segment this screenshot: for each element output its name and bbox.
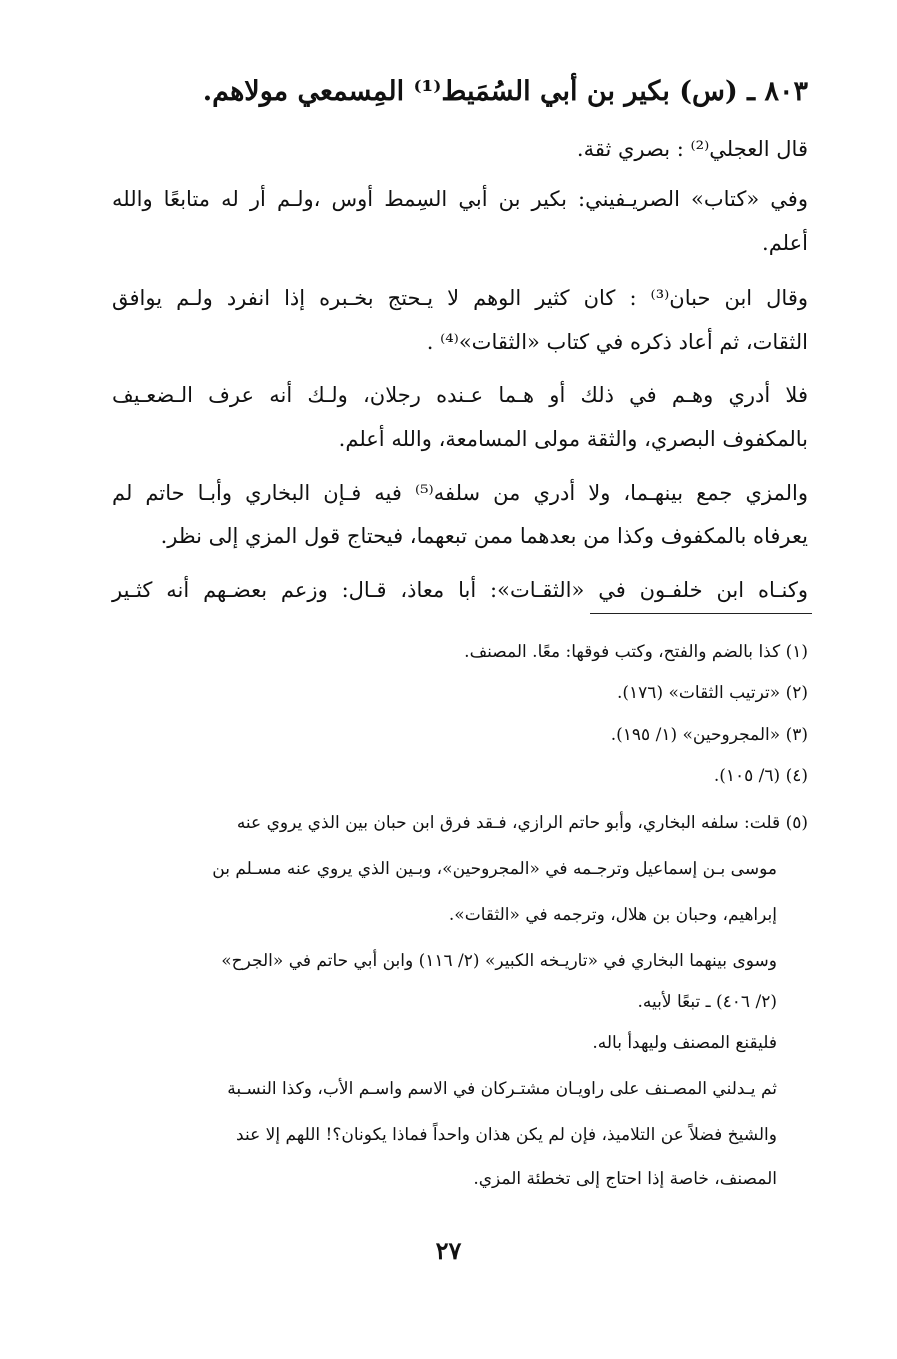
footnote: (٥) قلت: سلفه البخاري، وأبو حاتم الرازي، فـقد فرق ابن حبان بين الذي يروي عنه [236, 813, 808, 833]
entry-heading: ٨٠٣ ـ (س) بكير بن أبي السُمَيط⁽¹⁾ المِسمعي مولاهم. [202, 76, 808, 107]
text-line: يعرفاه بالمكفوف وكذا من بعدهما ممن تبعهما، فيحتاج قول المزي إلى نظر. [160, 524, 808, 548]
footnote: وسوى بينهما البخاري في «تاريـخه الكبير» (٢/ ١١٦) وابن أبي حاتم في «الجرح» [221, 951, 777, 971]
text-line: والمزي جمع بينهـما، ولا أدري من سلفه⁽⁵⁾ فيه فـإن البخاري وأبـا حاتم لم [112, 481, 808, 505]
footnote: والشيخ فضلاً عن التلاميذ، فإن لم يكن هذان واحداً فماذا يكونان؟! اللهم إلا عند [236, 1125, 777, 1145]
footnote: (٤) (٦/ ١٠٥). [713, 766, 808, 786]
footnote: فليقنع المصنف وليهدأ باله. [592, 1033, 777, 1053]
text-line: وكنـاه ابن خلفـون في «الثقـات»: أبا معاذ، قـال: وزعم بعضـهم أنه كثـير [112, 578, 808, 602]
footnote: (١) كذا بالضم والفتح، وكتب فوقها: معًا. المصنف. [464, 642, 808, 662]
footnote: المصنف، خاصة إذا احتاج إلى تخطئة المزي. [473, 1169, 777, 1189]
text-line: بالمكفوف البصري، والثقة مولى المسامعة، والله أعلم. [338, 427, 808, 451]
footnote: موسى بـن إسماعيل وترجـمه في «المجروحين»، وبـين الذي يروي عنه مسـلم بن [212, 859, 777, 879]
text-line: وفي «كتاب» الصريـفيني: بكير بن أبي السِمط أوس ،ولـم أر له متابعًا والله [112, 187, 808, 211]
text-line: وقال ابن حبان⁽³⁾ : كان كثير الوهم لا يـحتج بخـبره إذا انفرد ولـم يوافق [112, 286, 809, 310]
footnote-separator [590, 613, 812, 614]
page-number: ٢٧ [435, 1236, 462, 1265]
footnote: إبراهيم، وحبان بن هلال، وترجمه في «الثقات». [448, 905, 777, 925]
text-line: فلا أدري وهـم في ذلك أو هـما عـنده رجلان، ولـك أنه عرف الـضعـيف [112, 383, 808, 407]
footnote: (٣) «المجروحين» (١/ ١٩٥). [610, 725, 808, 745]
text-line: أعلم. [762, 231, 808, 255]
footnote: (٢) «ترتيب الثقات» (١٧٦). [617, 683, 808, 703]
text-line: الثقات، ثم أعاد ذكره في كتاب «الثقات»⁽⁴⁾ . [426, 330, 808, 354]
text-line: قال العجلي⁽²⁾ : بصري ثقة. [576, 137, 808, 161]
footnote: (٢/ ٤٠٦) ـ تبعًا لأبيه. [637, 992, 777, 1012]
footnote: ثم يـدلني المصـنف على راويـان مشتـركان في الاسم واسـم الأب، وكذا النسـبة [227, 1079, 777, 1099]
